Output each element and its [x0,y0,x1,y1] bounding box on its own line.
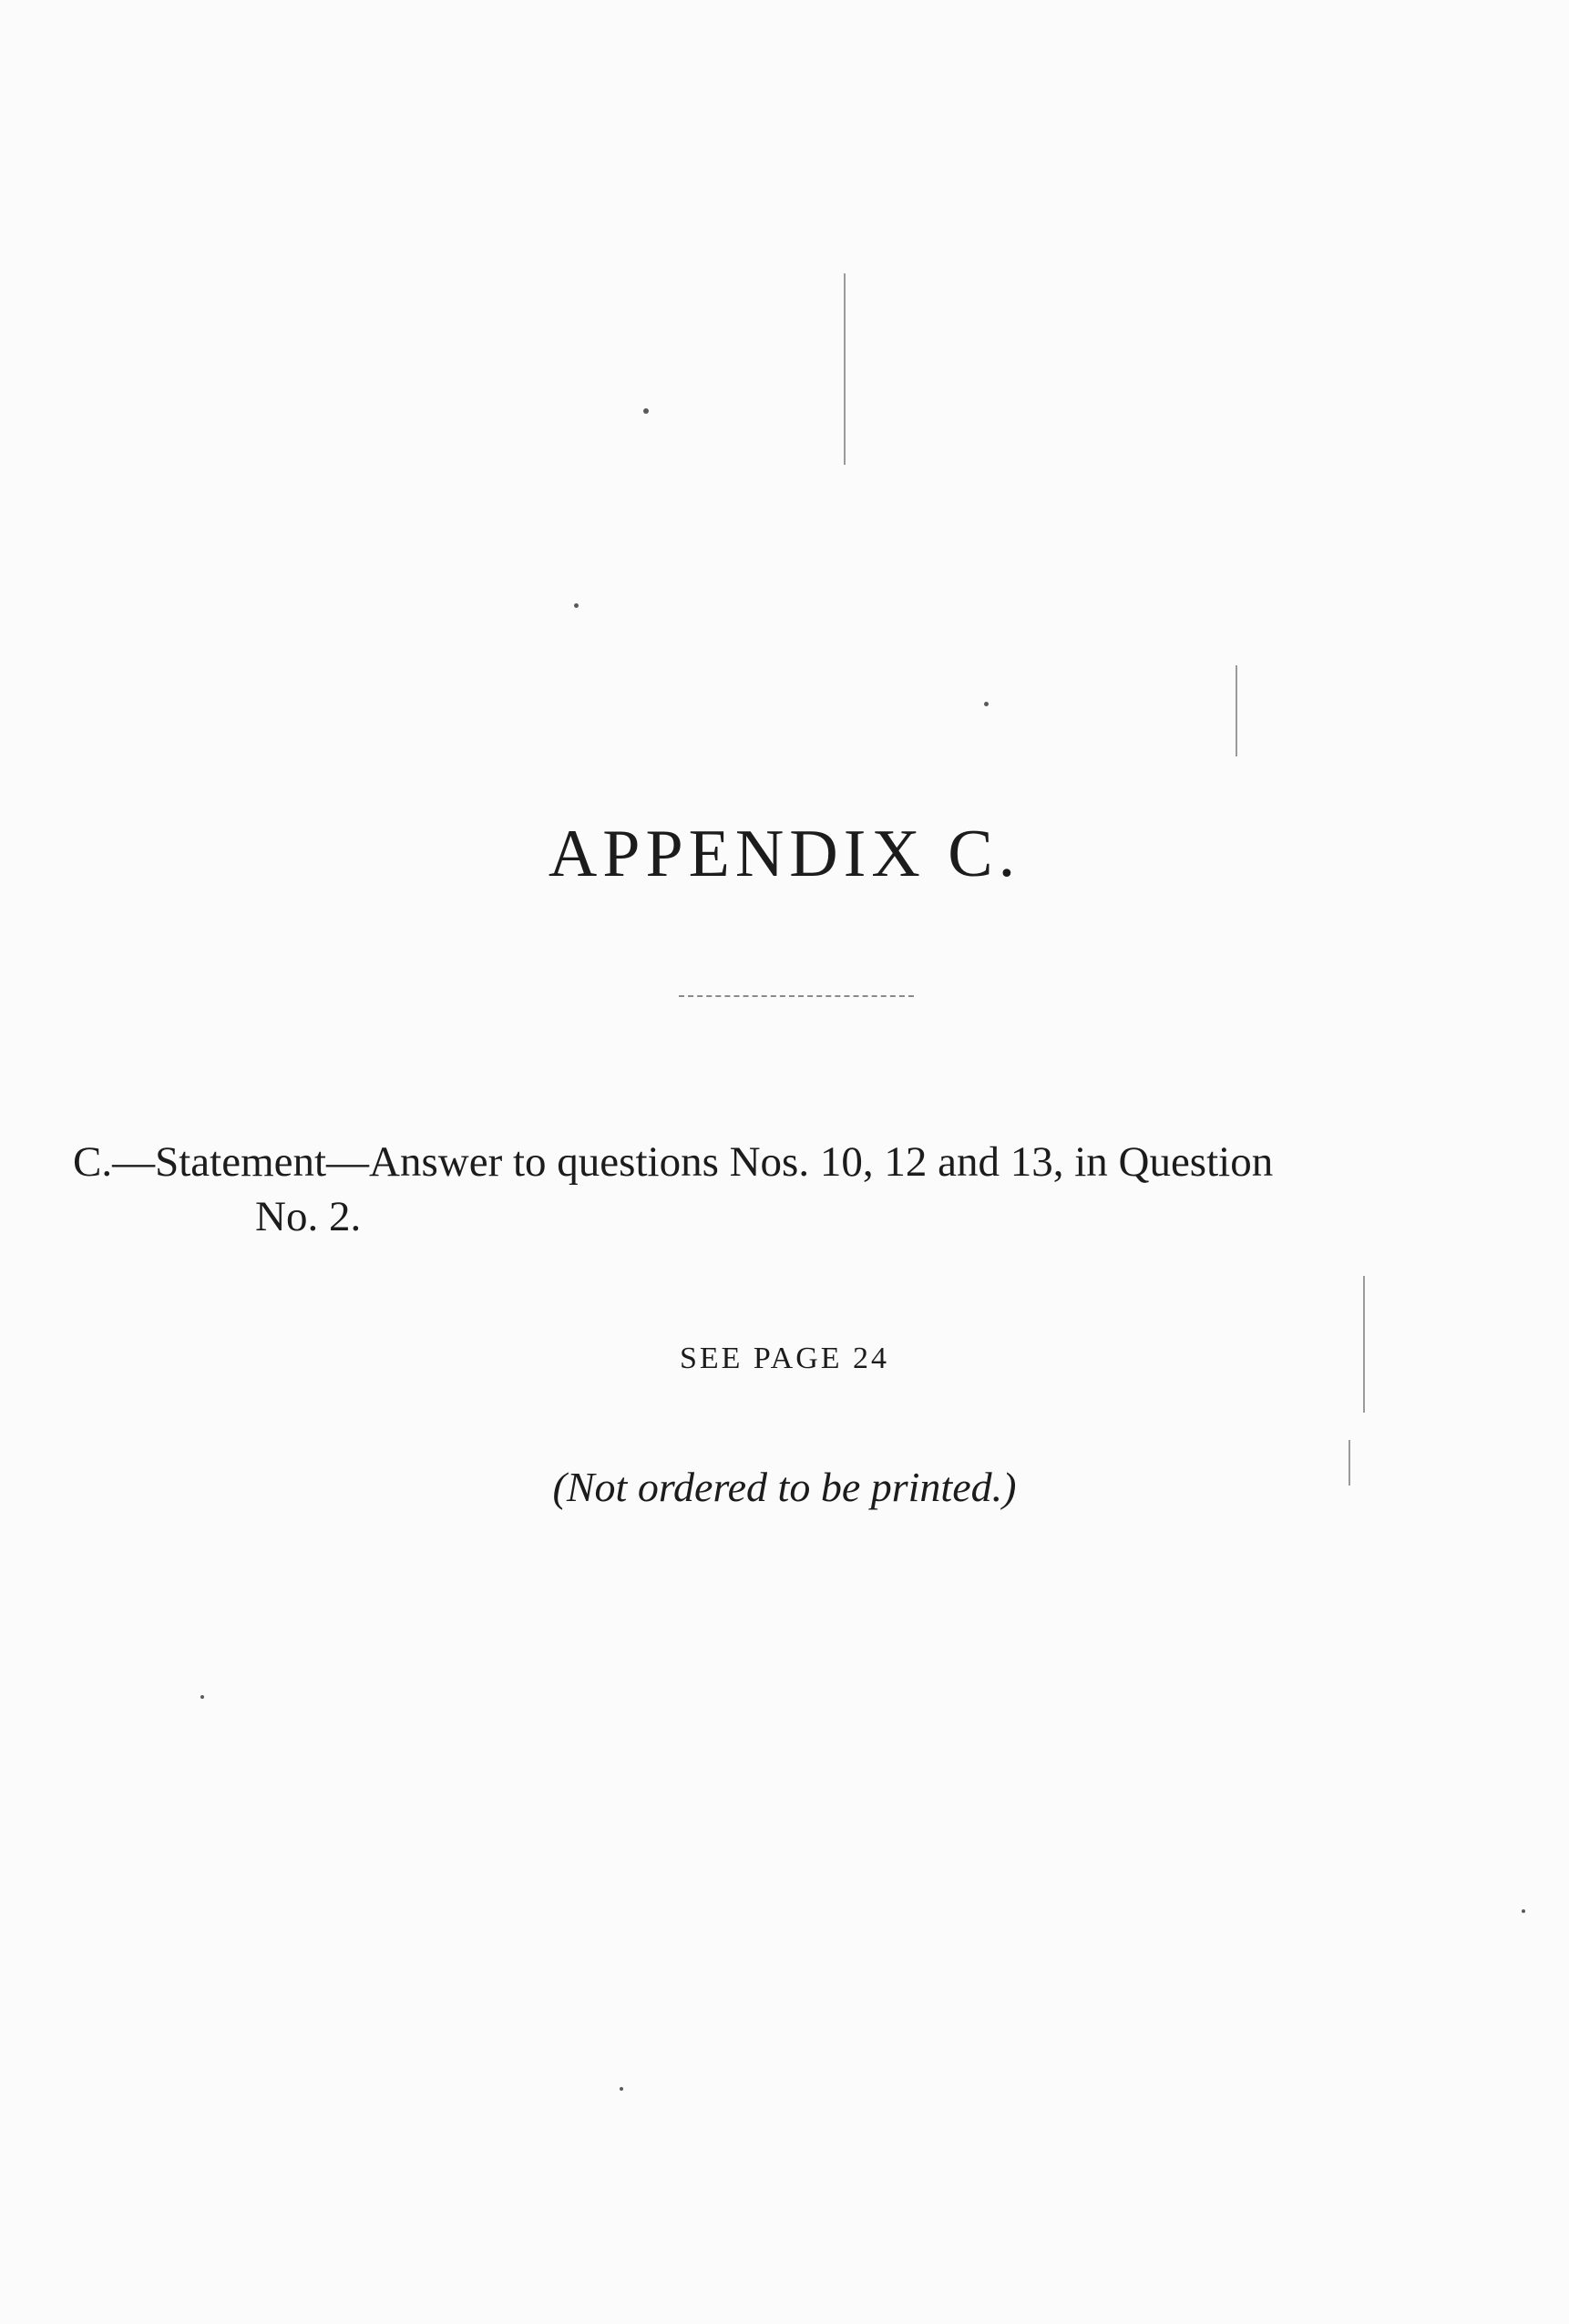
scan-speck [200,1695,204,1699]
statement-line-1: C.—Statement—Answer to questions Nos. 10, 12 and 13, in Question [73,1138,1274,1186]
scan-scratch [844,273,846,465]
divider [679,995,914,997]
scan-speck [620,2087,623,2091]
scan-speck [643,408,649,414]
statement-line-2: No. 2. [255,1193,362,1240]
see-page-reference: SEE PAGE 24 [679,1342,890,1375]
page-title: APPENDIX C. [548,817,1021,891]
scan-scratch [1236,665,1237,756]
not-ordered-note: (Not ordered to be printed.) [552,1464,1017,1510]
scan-speck [1522,1909,1525,1913]
scan-speck [574,603,579,608]
scan-speck [984,702,989,706]
statement-text [73,1135,1513,1244]
